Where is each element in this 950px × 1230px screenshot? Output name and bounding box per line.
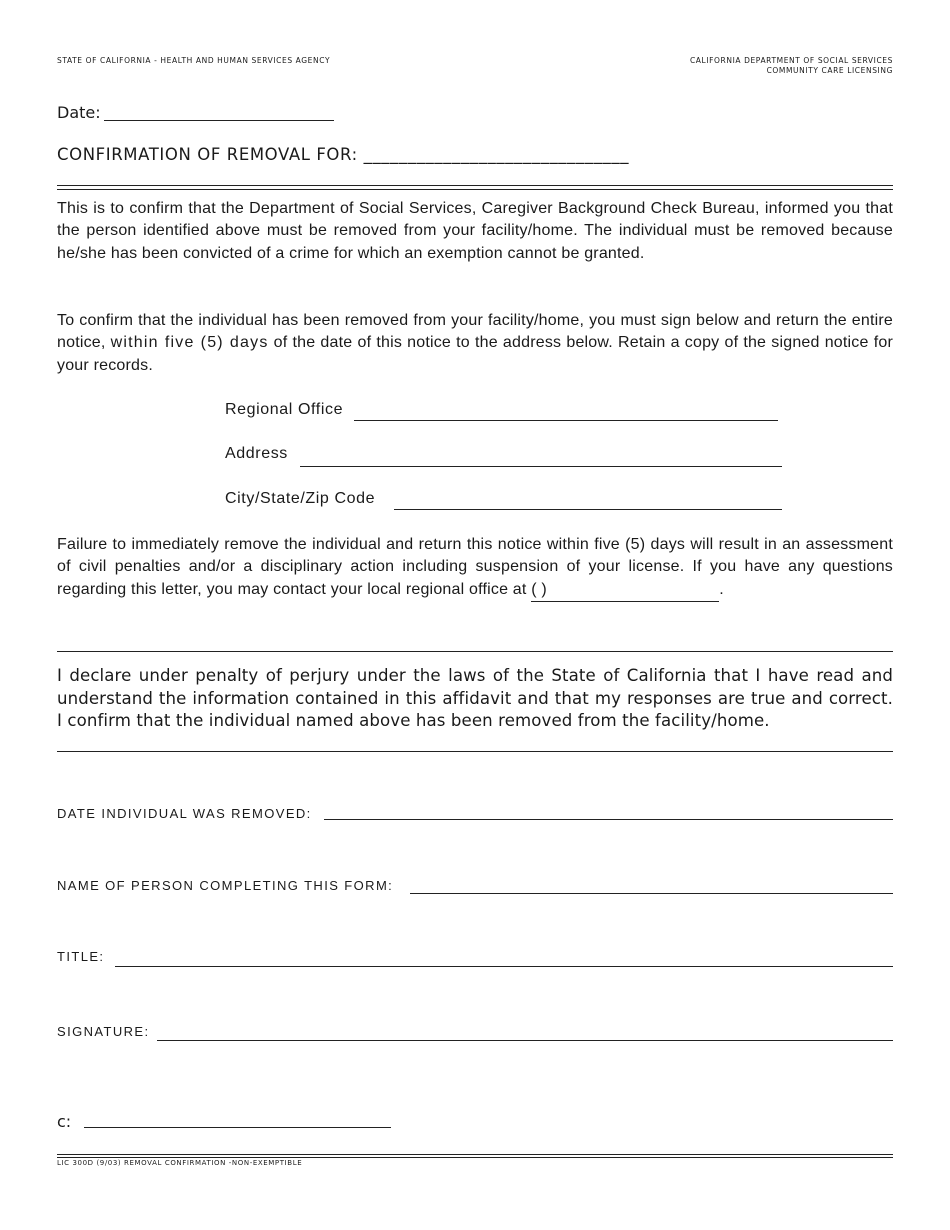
- cc-field[interactable]: [84, 1127, 391, 1128]
- cc-label: c:: [57, 1112, 72, 1131]
- penalties-text: Failure to immediately remove the individual and return this notice within five (5) days will result in an assessment of civil penalties and/or a disciplinary action including suspension of your license. If you have any questions regarding this letter, you may contact your local regional office at: [57, 536, 893, 598]
- divider-top-2: [57, 189, 893, 190]
- date-removed-label: DATE INDIVIDUAL WAS REMOVED:: [57, 806, 312, 821]
- title-label: TITLE:: [57, 949, 105, 964]
- date-label: Date:: [57, 103, 101, 122]
- department-name: CALIFORNIA DEPARTMENT OF SOCIAL SERVICES: [689, 56, 893, 65]
- paragraph-notification: This is to confirm that the Department of Social Services, Caregiver Background Check Bureau, informed you that the person identified above must be removed from your facility/home. The individual must be removed because he/she has been convicted of a crime for which an exemption cannot be granted.: [57, 200, 893, 262]
- city-state-zip-label: City/State/Zip Code: [225, 490, 376, 507]
- area-code: ( ): [531, 580, 547, 598]
- confirmation-name-field[interactable]: ______________________________: [363, 145, 630, 164]
- date-field[interactable]: [104, 120, 334, 121]
- footer-rule-1: [57, 1154, 893, 1155]
- declaration-top-rule: [57, 651, 893, 652]
- penalties-end: .: [719, 580, 724, 598]
- paragraph-instructions: [57, 310, 893, 377]
- division-name: COMMUNITY CARE LICENSING: [766, 66, 893, 75]
- city-state-zip-field[interactable]: [394, 509, 782, 510]
- divider-top-1: [57, 185, 893, 186]
- title-field[interactable]: [115, 966, 893, 967]
- signature-field[interactable]: [157, 1040, 893, 1041]
- footer-rule-2: [57, 1157, 893, 1158]
- phone-field[interactable]: [531, 579, 719, 602]
- instructions-text-1: To confirm that the individual has been removed from your facility/home, you must sign below and return the entire notice,: [57, 312, 893, 352]
- regional-office-field[interactable]: [354, 420, 778, 421]
- declaration-text: I declare under penalty of perjury under the laws of the State of California that I have read and understand the information contained in this affidavit and that my responses are true and correct. I confirm that the individual named above has been removed from the facility/home.: [57, 666, 893, 731]
- agency-header: STATE OF CALIFORNIA - HEALTH AND HUMAN SERVICES AGENCY: [57, 56, 331, 65]
- department-header: [690, 56, 893, 76]
- date-removed-field[interactable]: [324, 819, 893, 820]
- confirmation-label: CONFIRMATION OF REMOVAL FOR:: [57, 145, 358, 164]
- paragraph-penalties: [57, 534, 893, 602]
- address-label: Address: [225, 445, 288, 462]
- regional-office-label: Regional Office: [225, 401, 344, 418]
- form-number: LIC 300D (9/03) REMOVAL CONFIRMATION -NON-EXEMPTIBLE: [57, 1159, 303, 1167]
- address-field[interactable]: [300, 466, 782, 467]
- name-completing-field[interactable]: [410, 893, 893, 894]
- name-completing-label: NAME OF PERSON COMPLETING THIS FORM:: [57, 878, 394, 893]
- instructions-text-2: of the date of this notice to the address below. Retain a copy of the signed notice for your records.: [57, 334, 893, 374]
- declaration-bottom-rule: [57, 751, 893, 752]
- confirmation-title: [57, 145, 629, 164]
- signature-label: SIGNATURE:: [57, 1024, 150, 1039]
- deadline-emphasis: within five (5) days: [110, 334, 269, 352]
